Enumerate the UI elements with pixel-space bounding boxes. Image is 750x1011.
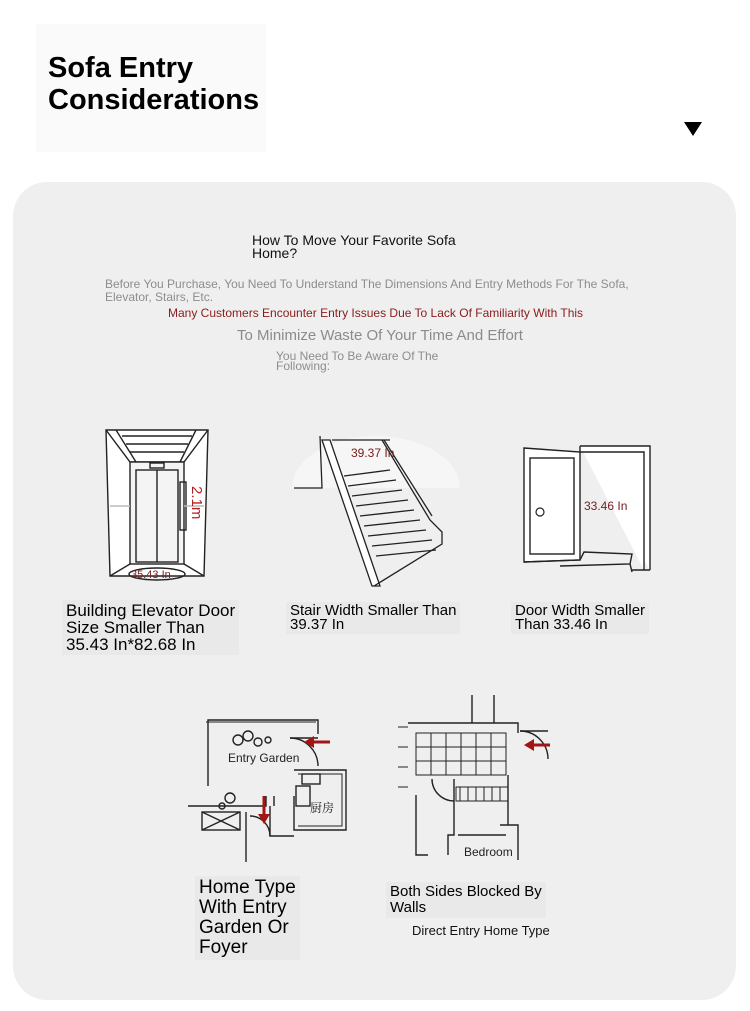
- intro-body-line-1: Before You Purchase, You Need To Understand The Dimensions And Entry Methods For The Sofa,: [105, 277, 629, 291]
- walls-subcaption: Direct Entry Home Type: [412, 923, 550, 938]
- intro-heading-line-1: How To Move Your Favorite Sofa: [252, 232, 456, 248]
- door-caption: [511, 602, 649, 634]
- garden-floorplan-illustration: [186, 716, 351, 866]
- elevator-height-label: 2.1m: [188, 486, 205, 520]
- intro-body: [105, 278, 629, 304]
- walls-caption-line-2: Walls: [390, 899, 427, 916]
- page-title: [48, 52, 259, 116]
- door-caption-line-2: Than 33.46 In: [515, 616, 608, 633]
- intro-aware: [276, 351, 438, 371]
- intro-warning: Many Customers Encounter Entry Issues Due To Lack Of Familiarity With This: [168, 306, 584, 320]
- bedroom-label: Bedroom: [464, 845, 513, 859]
- intro-minimize: To Minimize Waste Of Your Time And Effort: [237, 327, 523, 344]
- elevator-caption-line-3: 35.43 In*82.68 In: [66, 635, 196, 654]
- walls-caption-line-1: Both Sides Blocked By: [390, 883, 542, 900]
- kitchen-label: 厨房: [310, 801, 335, 815]
- elevator-caption-line-1: Building Elevator Door: [66, 601, 236, 620]
- elevator-width-label: 35.43 In: [131, 569, 171, 581]
- stairs-width-label: 39.37 In: [351, 446, 395, 460]
- stairs-caption-line-2: 39.37 In: [290, 616, 345, 633]
- elevator-caption-line-2: Size Smaller Than: [66, 618, 205, 637]
- door-width-label: 33.46 In: [584, 499, 628, 513]
- title-line-2: Considerations: [48, 84, 260, 116]
- elevator-illustration: [100, 426, 215, 586]
- garden-caption-line-2: With Entry: [199, 897, 287, 918]
- door-caption-line-1: Door Width Smaller: [515, 602, 646, 619]
- entry-garden-label: Entry Garden: [228, 751, 300, 765]
- walls-floorplan-illustration: [398, 695, 558, 865]
- stairs-caption: [286, 602, 460, 634]
- triangle-down-icon[interactable]: [684, 122, 702, 136]
- intro-aware-line-1: You Need To Be Aware Of The: [276, 349, 439, 363]
- intro-heading-line-2: Home?: [252, 245, 298, 261]
- door-illustration: [520, 442, 655, 577]
- garden-caption-line-3: Garden Or: [199, 917, 289, 938]
- walls-caption: [386, 882, 546, 918]
- garden-caption-line-1: Home Type: [199, 877, 296, 898]
- intro-body-line-2: Elevator, Stairs, Etc.: [105, 290, 214, 304]
- title-line-1: Sofa Entry: [48, 52, 194, 84]
- stairs-illustration: [292, 436, 462, 591]
- elevator-caption: [62, 600, 239, 655]
- garden-caption-line-4: Foyer: [199, 937, 248, 958]
- content-panel: [13, 182, 736, 1000]
- stairs-caption-line-1: Stair Width Smaller Than: [290, 602, 457, 619]
- intro-aware-line-2: Following:: [276, 359, 331, 373]
- intro-heading: [252, 234, 456, 260]
- garden-caption: [195, 876, 300, 960]
